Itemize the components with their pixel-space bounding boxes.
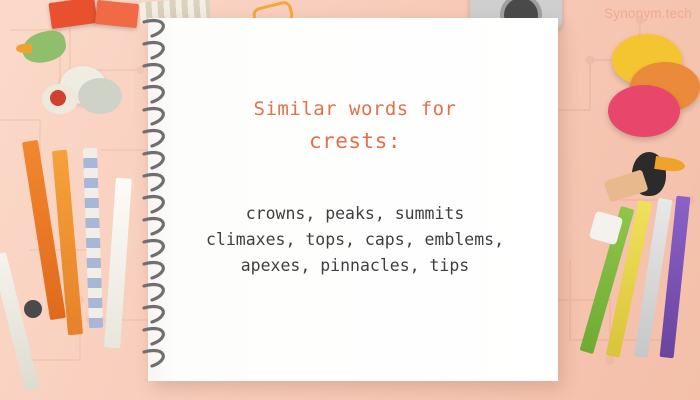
stylus-tip-icon (24, 300, 42, 318)
decorative-stone-red-dot (50, 90, 66, 106)
decorative-stone-grey (78, 78, 122, 114)
synonym-list (166, 201, 544, 279)
synonym-row: crowns, peaks, summits (245, 204, 465, 223)
page-title-word: crests: (308, 129, 401, 153)
macaron-pink-icon (608, 85, 680, 137)
binder-clip-orange-icon (95, 0, 139, 28)
synonym-row: apexes, pinnacles, tips (240, 256, 470, 275)
bird-beak-icon (16, 44, 32, 53)
page-title-prefix: Similar words for (253, 98, 457, 120)
synonym-row: climaxes, tops, caps, emblems, (205, 230, 504, 249)
site-watermark: Synonym.tech (604, 6, 692, 21)
note-content (166, 18, 544, 279)
